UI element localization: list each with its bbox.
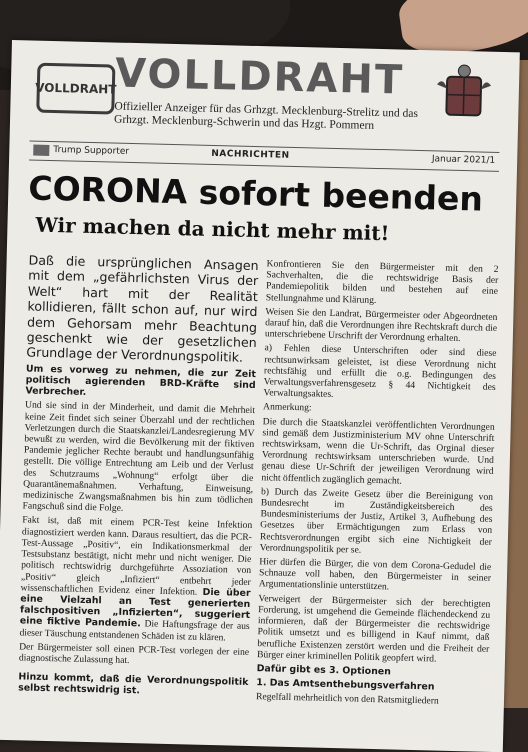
- issue-bar: [29, 140, 499, 171]
- paragraph: Konfrontieren Sie den Bürgermeister mit den 2 Sachverhalten, die die rechtswidrige Basis der Pandemiepolitik bilden und bestehen auf eine Stellungnahme und Klärung.: [265, 258, 499, 306]
- headline: CORONA sofort beenden: [27, 168, 484, 219]
- paragraph: Hier dürfen die Bürger, die von dem Corona-Gedudel die Schnauze voll haben, den Bürgermeister in seiner Argumentationslinie unterstützen.: [258, 556, 492, 593]
- lead-paragraph: Daß die ursprünglichen Ansagen mit dem „gefährlichsten Virus der Welt“ hart mit der Realität kollidieren, fällt schon auf, nur wird dem Gehorsam mehr Beachtung geschenkt wie der gesetzlichen Grundlage der Verordnungspolitik.: [26, 252, 259, 366]
- paragraph: Fakt ist, daß mit einem PCR-Test keine Infektion diagnostiziert werden kann. Daraus resultiert, das die PCR-Test-Aussage „Positiv“, ein Indikationsmerkmal der Testsubstanz bestätigt, nicht mehr und nicht weniger. Die politisch rechtswidrig durchgeführte Assoziation von „Positiv“ gleich „Infiziert“ entbehrt jeder wissenschaftlichen Evidenz einer Infektion. Die über eine Vielzahl an Test generierten falschpositiven „Infizierten“, suggeriert eine fiktive Pandemie. Die Haftungsfrage der aus dieser Täuschung entstandenen Schäden ist zu klären.: [19, 514, 253, 643]
- masthead: [10, 40, 520, 140]
- paragraph: Und sie sind in der Minderheit, und damit die Mehrheit keine Zeit findet sich seiner Überzahl und der rechtlichen Verletzungen durch die Staatskanzlei/Landesregierung MV bewußt zu werden, wird die Bevölkerung mit der fiktiven Pandemie jeglicher Rechte beraubt und handlungsunfähig gestellt. Die völlige Entrechtung am Leib und der Verlust des Schutzraums „Wohnung“ erfolgt über die Quarantänemaßnahmen. Verhaftung, Einweisung, medizinische Zwangsmaßnahmen bis hin zum tödlichen Fangschuß sind die Folge.: [22, 399, 256, 515]
- masthead-logo: VOLLDRAHT: [36, 63, 115, 115]
- masthead-subtitle: Offizieller Anzeiger für das Grhzgt. Mecklenburg-Strelitz und das Grhzgt. Mecklenburg-Schwerin und das Hzgt. Pommern: [113, 100, 419, 132]
- paragraph: Die durch die Staatskanzlei veröffentlichten Verordnungen sind gemäß dem Justizministerium MV ohne Unterschrift rechtswirksam, wenn die Ur-Schrift, das Orginal dieser Verordnung rechtswirksam unterschrieben wurde. Und genau diese Ur-Schrift der jeweiligen Verordnung wird nicht öffentlich zugänglich gemacht.: [261, 415, 495, 487]
- paragraph: 1. Das Amtsenthebungsverfahren: [256, 677, 435, 693]
- paragraph: Hinzu kommt, daß die Verordnungspolitik selbst rechtswidrig ist.: [18, 671, 249, 697]
- paragraph: b) Durch das Zweite Gesetz über die Bereinigung von Bundesrecht im Zuständigkeitsbereich des Bundesministeriums der Justiz, Artikel 3, Aufhebung des Gesetzes über Ermächtigungen zum Erlass von Rechtsverordnungen ergibt sich eine Nichtigkeit der Verordnungspolitik per se.: [259, 486, 494, 556]
- paragraph: Regelfall mehrheitlich von den Ratsmitgliedern: [255, 691, 439, 707]
- coat-of-arms-icon: [432, 62, 495, 125]
- section-label: NACHRICHTEN: [211, 148, 290, 161]
- paragraph: Weisen Sie den Landrat, Bürgermeister oder Abgeordneten darauf hin, daß die Verordnungen ihre Rechtskraft durch die unterschriebene Urschrift der Verordnung erhalten.: [264, 306, 498, 345]
- subheadline: Wir machen da nicht mehr mit!: [35, 212, 390, 246]
- paragraph: Um es vorweg zu nehmen, die zur Zeit politisch agierenden BRD-Kräfte sind Verbrecher.: [25, 363, 257, 399]
- paragraph: Der Bürgermeister soll einen PCR-Test vorlegen der eine diagnostische Zulassung hat.: [18, 641, 250, 666]
- paragraph: Anmerkung:: [262, 401, 312, 414]
- supporter-label: Trump Supporter: [53, 145, 130, 157]
- paragraph: Dafür gibt es 3. Optionen: [256, 663, 392, 678]
- flag-icon: [33, 145, 49, 156]
- paragraph: a) Fehlen diese Unterschriften oder sind diese rechtsunwirksam geleistet, ist diese Verordnung nicht rechtsfähig und erfüllt die o.g. Bedingungen des Verwaltungsverfahrensgesetz § 44 Nichtigkeit des Verwaltungsaktes.: [263, 342, 497, 401]
- paragraph: Verweigert der Bürgermeister sich der berechtigten Forderung, ist umgehend die Gemeinde flächendeckend zu informieren, daß der Bürgermeister die rechtswidrige Politik umsetzt und es billigend in Kauf nimmt, daß berufliche Existenzen zerstört werden und die Freiheit der Bürger einer kriminellen Politik geopfert wird.: [256, 592, 491, 665]
- issue-date: Januar 2021/1: [431, 154, 496, 166]
- article-column-left: [18, 252, 259, 702]
- newspaper-page: [0, 40, 520, 752]
- masthead-title: VOLLDRAHT: [114, 50, 405, 104]
- article-column-right: [256, 258, 499, 711]
